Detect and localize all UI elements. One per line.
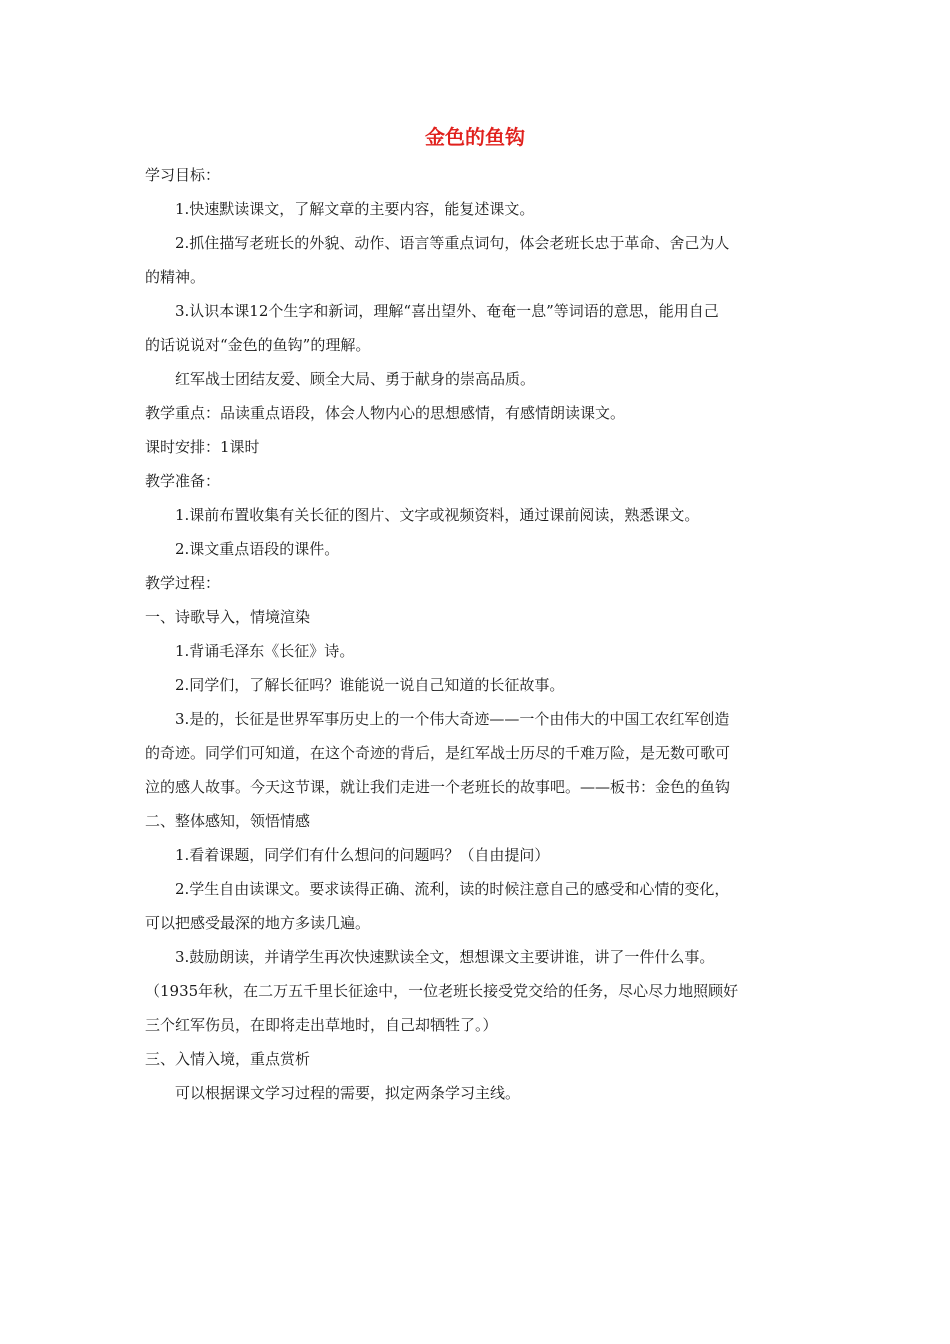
text-line: 教学过程：	[145, 574, 221, 592]
text-line: 2.抓住描写老班长的外貌、动作、语言等重点词句，体会老班长忠于革命、舍己为人	[175, 234, 730, 252]
text-line: 1.背诵毛泽东《长征》诗。	[175, 642, 355, 660]
text-line: 可以根据课文学习过程的需要，拟定两条学习主线。	[175, 1084, 521, 1102]
text-line: 三、入情入境，重点赏析	[145, 1050, 311, 1068]
text-line: 学习目标：	[145, 166, 221, 184]
document-title: 金色的鱼钩	[425, 125, 525, 149]
document-body	[145, 158, 805, 1110]
text-line: 课时安排：1课时	[145, 438, 260, 456]
text-line: 3.是的，长征是世界军事历史上的一个伟大奇迹——一个由伟大的中国工农红军创造	[175, 710, 730, 728]
text-line: 三个红军伤员，在即将走出草地时，自己却牺牲了。）	[145, 1016, 498, 1034]
text-line: 可以把感受最深的地方多读几遍。	[145, 914, 371, 932]
text-line: 3.认识本课12个生字和新词，理解“喜出望外、奄奄一息”等词语的意思，能用自己	[175, 302, 719, 320]
text-line: 泣的感人故事。今天这节课，就让我们走进一个老班长的故事吧。——板书：金色的鱼钩	[145, 778, 731, 796]
text-line: 二、整体感知，领悟情感	[145, 812, 311, 830]
text-line: 的话说说对“金色的鱼钩”的理解。	[145, 336, 371, 354]
text-line: 2.课文重点语段的课件。	[175, 540, 340, 558]
text-line: 一、诗歌导入，情境渲染	[145, 608, 311, 626]
text-line: 1.快速默读课文，了解文章的主要内容，能复述课文。	[175, 200, 535, 218]
text-line: （1935年秋，在二万五千里长征途中，一位老班长接受党交给的任务，尽心尽力地照顾好	[145, 982, 739, 1000]
text-line: 3.鼓励朗读，并请学生再次快速默读全文，想想课文主要讲谁，讲了一件什么事。	[175, 948, 715, 966]
text-line: 1.看着课题，同学们有什么想问的问题吗？（自由提问）	[175, 846, 550, 864]
document-page	[145, 118, 805, 1110]
text-line: 2.学生自由读课文。要求读得正确、流利，读的时候注意自己的感受和心情的变化，	[175, 880, 730, 898]
text-line: 的精神。	[145, 268, 206, 286]
text-line: 2.同学们，了解长征吗？谁能说一说自己知道的长征故事。	[175, 676, 565, 694]
text-line: 教学重点：品读重点语段，体会人物内心的思想感情，有感情朗读课文。	[145, 404, 626, 422]
text-line: 的奇迹。同学们可知道，在这个奇迹的背后，是红军战士历尽的千难万险，是无数可歌可	[145, 744, 731, 762]
text-line: 教学准备：	[145, 472, 221, 490]
text-line: 红军战士团结友爱、顾全大局、勇于献身的崇高品质。	[175, 370, 536, 388]
text-line: 1.课前布置收集有关长征的图片、文字或视频资料，通过课前阅读，熟悉课文。	[175, 506, 700, 524]
